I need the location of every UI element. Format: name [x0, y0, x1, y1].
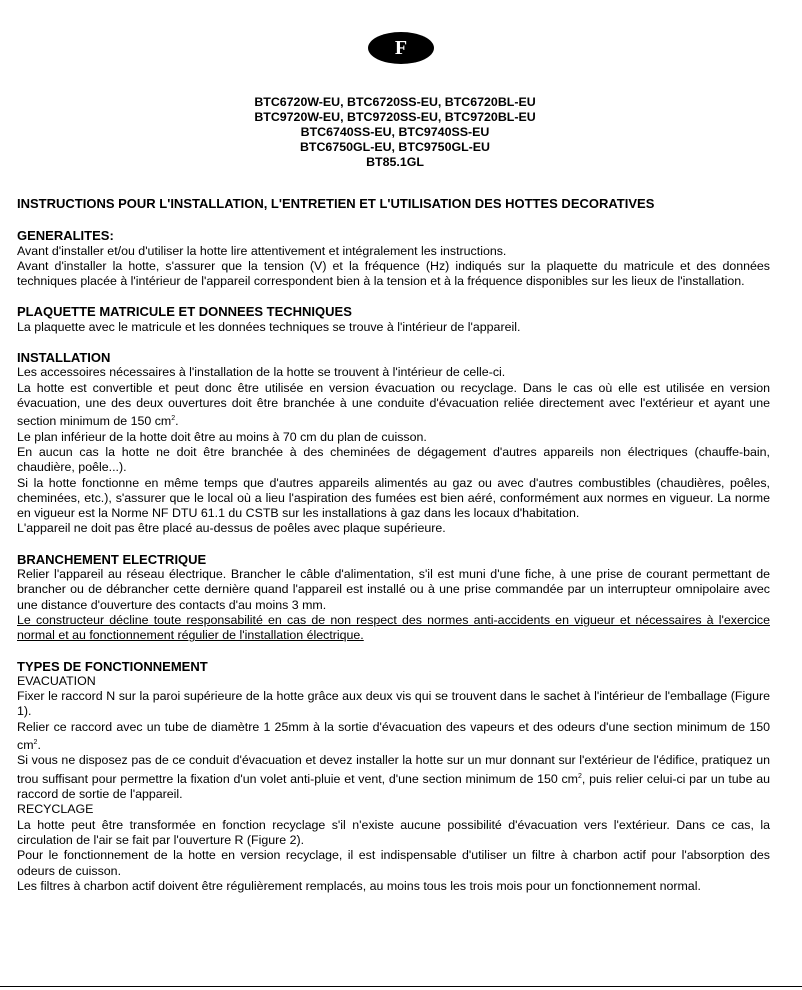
document-body [17, 196, 770, 909]
section-heading: TYPES DE FONCTIONNEMENT [17, 658, 208, 674]
paragraph: La plaquette avec le matricule et les données techniques se trouve à l'intérieur de l'appareil. [17, 319, 521, 334]
document-title: INSTRUCTIONS POUR L'INSTALLATION, L'ENTRETIEN ET L'UTILISATION DES HOTTES DECORATIVES [17, 196, 655, 211]
section-types [17, 659, 770, 895]
paragraph [17, 381, 770, 430]
paragraph: La hotte peut être transformée en fonction recyclage s'il n'existe aucune possibilité d'évacuation vers l'extérieur. Dans ce cas, la circulation de l'air se fait par l'ouverture R (Figure 2). [17, 817, 770, 848]
paragraph-text: . [37, 738, 41, 753]
paragraph: L'appareil ne doit pas être placé au-dessus de poêles avec plaque supérieure. [17, 521, 446, 536]
section-plaquette [17, 304, 770, 335]
model-line: BTC6750GL-EU, BTC9750GL-EU [299, 140, 491, 154]
page-bottom-rule [0, 986, 802, 987]
section-installation [17, 350, 770, 537]
paragraph-text: Si vous ne disposez pas de ce conduit d'évacuation et devez installer la hotte sur un mur donnant sur l'extérieur de l'édifice, pratiquez un trou suffisant pour permettre la fixation d'un volet anti-pluie et vent, d'une section minimum de 150 cm [17, 753, 770, 786]
paragraph: Avant d'installer et/ou d'utiliser la hotte lire attentivement et intégralement les instructions. [17, 243, 507, 258]
section-generalites [17, 228, 770, 289]
paragraph-text: La hotte est convertible et peut donc être utilisée en version évacuation ou recyclage. Dans le cas où elle est utilisée en version évacuation, une des deux ouvertures doit être branchée à une conduite d'évacuation reliée directement avec l'extérieur et ayant une section minimum de 150 cm [17, 380, 770, 429]
paragraph [17, 753, 770, 802]
language-badge: F [368, 32, 434, 64]
paragraph [17, 720, 770, 754]
superscript: 2 [33, 739, 38, 747]
model-line: BTC6740SS-EU, BTC9740SS-EU [300, 125, 490, 139]
paragraph: En aucun cas la hotte ne doit être branchée à des cheminées de dégagement d'autres appareils non électriques (chauffe-bain, chaudière, poêle...). [17, 444, 770, 475]
superscript: 2 [578, 772, 582, 780]
paragraph-text: , puis relier celui-ci par un tube au raccord de sortie de l'appareil. [17, 771, 770, 802]
paragraph: Les accessoires nécessaires à l'installation de la hotte se trouvent à l'intérieur de celle-ci. [17, 365, 506, 380]
subheading-recyclage: RECYCLAGE [17, 802, 94, 817]
paragraph-text: . [175, 414, 179, 429]
paragraph: Le plan inférieur de la hotte doit être au moins à 70 cm du plan de cuisson. [17, 429, 427, 444]
model-line: BTC6720W-EU, BTC6720SS-EU, BTC6720BL-EU [254, 95, 536, 109]
section-heading: GENERALITES: [17, 228, 114, 244]
section-heading: INSTALLATION [17, 350, 111, 366]
section-branchement [17, 552, 770, 644]
model-line: BTC9720W-EU, BTC9720SS-EU, BTC9720BL-EU [254, 110, 536, 124]
section-heading: BRANCHEMENT ELECTRIQUE [17, 551, 207, 567]
paragraph: Les filtres à charbon actif doivent être régulièrement remplacés, au moins tous les trois mois pour un fonctionnement normal. [17, 878, 701, 893]
paragraph: Si la hotte fonctionne en même temps que d'autres appareils alimentés au gaz ou avec d'autres combustibles (chaudières, poêles, cheminées, etc.), s'assurer que le local où a lieu l'aspiration des fumées est bien aéré, conformément aux normes en vigueur. La norme en vigueur est la Norme NF DTU 61.1 du CSTB sur les installations à gaz dans les locaux d'habitation. [17, 475, 770, 521]
paragraph: Avant d'installer la hotte, s'assurer que la tension (V) et la fréquence (Hz) indiqués sur la plaquette du matricule et des données techniques placée à l'intérieur de l'appareil correspondent bien à la tension et à la fréquence disponibles sur les lieux de l'installation. [17, 258, 770, 289]
model-list [0, 95, 790, 170]
subheading-evacuation: EVACUATION [17, 673, 96, 688]
paragraph-text: Relier ce raccord avec un tube de diamètre 1 25mm à la sortie d'évacuation des vapeurs et des odeurs d'une section minimum de 150 cm [17, 719, 770, 753]
paragraph: Relier l'appareil au réseau électrique. Brancher le câble d'alimentation, s'il est muni d'une fiche, à une prise de courant permettant de brancher ou de débrancher cette dernière quand l'appareil est installé ou à une prise commandée par un interrupteur omnipolaire avec une distance d'ouverture des contacts d'au moins 3 mm. [17, 567, 770, 612]
superscript: 2 [171, 415, 176, 423]
section-heading: PLAQUETTE MATRICULE ET DONNEES TECHNIQUES [17, 304, 352, 320]
underlined-disclaimer: Le constructeur décline toute responsabilité en cas de non respect des normes anti-accidents en vigueur et nécessaires à l'exercice normal et au fonctionnement régulier de l'installation électrique. [17, 612, 770, 643]
paragraph: Fixer le raccord N sur la paroi supérieure de la hotte grâce aux deux vis qui se trouvent dans le sachet à l'intérieur de l'emballage (Figure 1). [17, 689, 770, 719]
paragraph: Pour le fonctionnement de la hotte en version recyclage, il est indispensable d'utiliser un filtre à charbon actif pour l'absorption des odeurs de cuisson. [17, 848, 770, 878]
model-line: BT85.1GL [366, 155, 424, 169]
